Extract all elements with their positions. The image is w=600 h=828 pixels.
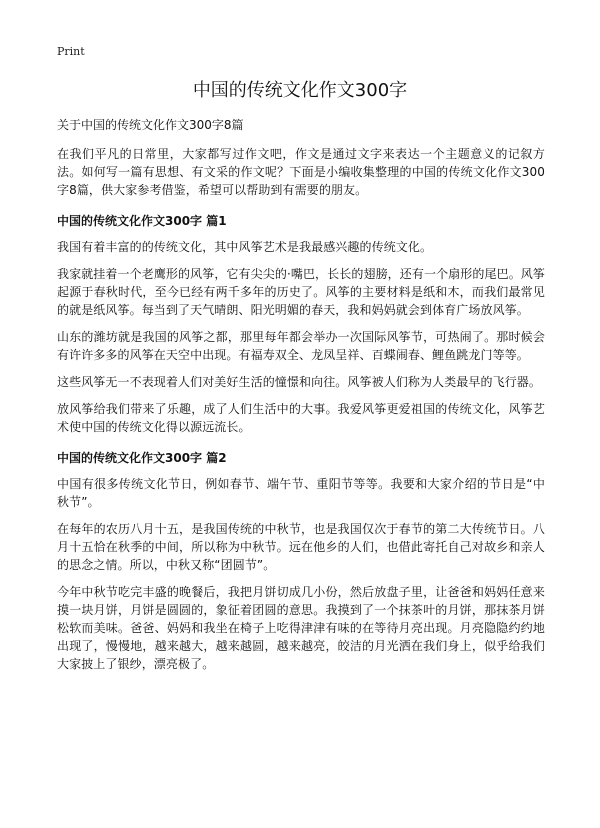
section-2-paragraph: 在每年的农历八月十五，是我国传统的中秋节，也是我国仅次于春节的第二大传统节日。八月十五恰在秋季的中间，所以称为中秋节。远在他乡的人们，也借此寄托自己对故乡和亲人的思念之情。所以，中秋又称“团圆节”。: [57, 522, 545, 572]
section-2-paragraph: 今年中秋节吃完丰盛的晚餐后，我把月饼切成几小份，然后放盘子里，让爸爸和妈妈任意来摸一块月饼，月饼是圆圆的，象征着团圆的意思。我摸到了一个抹茶叶的月饼，那抹茶月饼松软而美味。爸爸、妈妈和我坐在椅子上吃得津津有味的在等待月亮出现。月亮隐隐约约地出现了，慢慢地，越来越大，越来越圆，越来越亮，皎洁的月光洒在我们身上，似乎给我们大家披上了银纱，漂亮极了。: [57, 585, 545, 671]
document-subtitle: 关于中国的传统文化作文300字8篇: [57, 118, 244, 132]
section-1-paragraph: 我国有着丰富的的传统文化，其中风筝艺术是我最感兴趣的传统文化。: [57, 240, 433, 254]
intro-paragraph: 在我们平凡的日常里，大家都写过作文吧，作文是通过文字来表达一个主题意义的记叙方法。如何写一篇有思想、有文采的作文呢？下面是小编收集整理的中国的传统文化作文300字8篇，供大家参考借鉴，希望可以帮助到有需要的朋友。: [57, 147, 545, 197]
section-1-paragraph: 我家就挂着一个老鹰形的风筝，它有尖尖的·嘴巴，长长的翅膀，还有一个扇形的尾巴。风筝起源于春秋时代，至今已经有两千多年的历史了。风筝的主要材料是纸和木，而我们最常见的就是纸风筝。每当到了天气晴朗、阳光明媚的春天，我和妈妈就会到体育广场放风筝。: [57, 267, 545, 317]
print-label: Print: [57, 45, 85, 58]
document-body: [57, 116, 545, 682]
section-heading-2: 中国的传统文化作文300字 篇2: [57, 451, 227, 465]
section-1-paragraph: 放风筝给我们带来了乐趣，成了人们生活中的大事。我爱风筝更爱祖国的传统文化，风筝艺术使中国的传统文化得以源远流长。: [57, 402, 545, 434]
section-2-paragraph: 中国有很多传统文化节日，例如春节、端午节、重阳节等等。我要和大家介绍的节日是“中秋节”。: [57, 477, 545, 509]
section-1-paragraph: 这些风筝无一不表现着人们对美好生活的憧憬和向往。风筝被人们称为人类最早的飞行器。: [57, 375, 542, 389]
document-title: 中国的传统文化作文300字: [192, 80, 408, 101]
section-heading-1: 中国的传统文化作文300字 篇1: [57, 214, 227, 228]
section-1-paragraph: 山东的潍坊就是我国的风筝之都，那里每年都会举办一次国际风筝节，可热闹了。那时候会有许许多多的风筝在天空中出现。有福寿双全、龙凤呈祥、百蝶闹春、鲤鱼跳龙门等等。: [57, 330, 545, 362]
